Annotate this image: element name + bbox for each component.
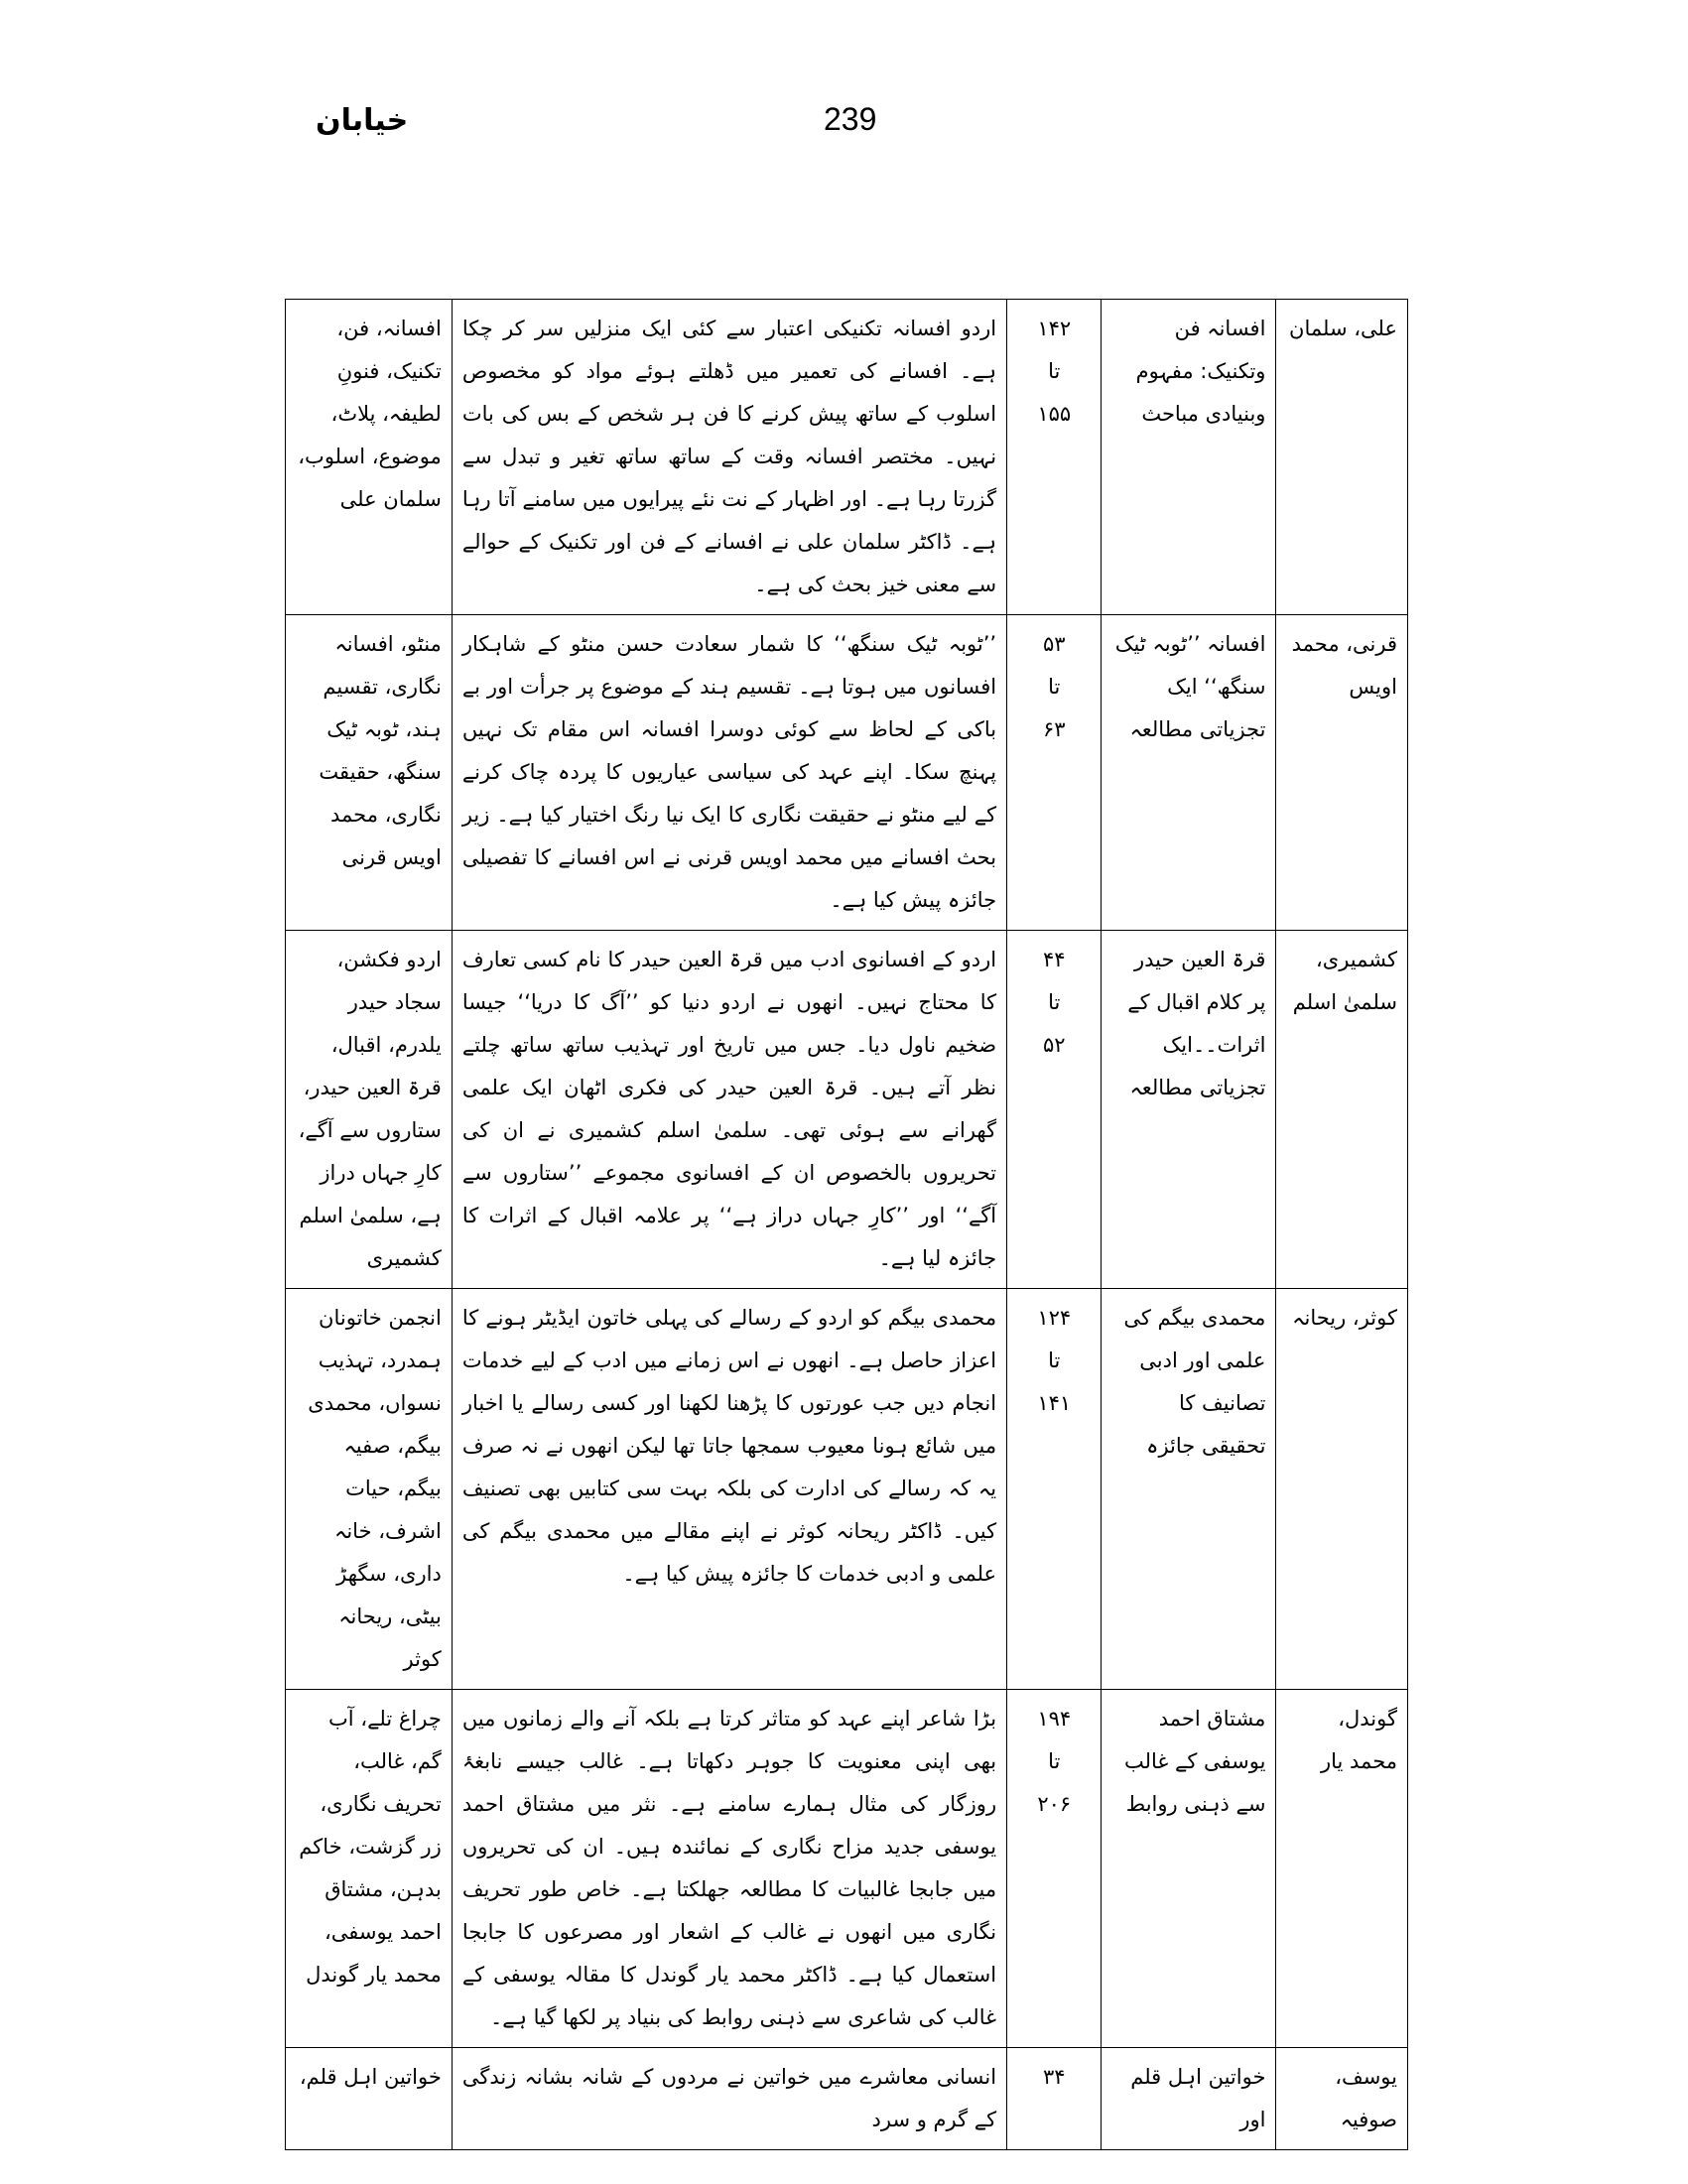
pages-cell (1007, 931, 1102, 1289)
keywords-cell: افسانہ، فن، تکنیک، فنونِ لطیفہ، پلاٹ، موضوع، اسلوب، سلمان علی (286, 300, 453, 615)
author-cell: علی، سلمان (1276, 300, 1408, 615)
pages-cell (1007, 615, 1102, 931)
page-to: ۱۵۵ (1037, 402, 1072, 426)
title-cell: خواتین اہل قلم اور (1102, 2048, 1276, 2150)
table-row (286, 1289, 1408, 1690)
title-cell: محمدی بیگم کی علمی اور ادبی تصانیف کا تحقیقی جائزہ (1102, 1289, 1276, 1690)
table-row (286, 2048, 1408, 2150)
page-to: ۱۴۱ (1037, 1391, 1072, 1415)
page-from: ۱۲۴ (1037, 1306, 1072, 1330)
abstract-cell: محمدی بیگم کو اردو کے رسالے کی پہلی خاتون ایڈیٹر ہونے کا اعزاز حاصل ہے۔ انھوں نے اس زمانے میں ادب کے لیے خدمات انجام دیں جب عورتوں کا پڑھنا لکھنا اور کسی رسالے یا اخبار میں شائع ہونا معیوب سمجھا جاتا تھا لیکن انھوں نے نہ صرف یہ کہ رسالے کی ادارت کی بلکہ بہت سی کتابیں بھی تصنیف کیں۔ ڈاکٹر ریحانہ کوثر نے اپنے مقالے میں محمدی بیگم کی علمی و ادبی خدمات کا جائزہ پیش کیا ہے۔ (452, 1289, 1006, 1690)
page-separator: تا (1048, 1749, 1061, 1773)
page-from: ۳۴ (1042, 2065, 1066, 2089)
keywords-cell: چراغ تلے، آب گم، غالب، تحریف نگاری، زر گزشت، خاکم بدہن، مشتاق احمد یوسفی، محمد یار گوندل (286, 1690, 453, 2048)
author-cell: قرنی، محمد اویس (1276, 615, 1408, 931)
pages-cell (1007, 300, 1102, 615)
pages-cell (1007, 1690, 1102, 2048)
title-cell: قرۃ العین حیدر پر کلام اقبال کے اثرات۔۔ایک تجزیاتی مطالعہ (1102, 931, 1276, 1289)
author-cell: کوثر، ریحانہ (1276, 1289, 1408, 1690)
abstract-cell: اردو کے افسانوی ادب میں قرۃ العین حیدر کا نام کسی تعارف کا محتاج نہیں۔ انھوں نے اردو دنیا کو ’’آگ کا دریا‘‘ جیسا ضخیم ناول دیا۔ جس میں تاریخ اور تہذیب ساتھ ساتھ چلتے نظر آتے ہیں۔ قرۃ العین حیدر کی فکری اٹھان ایک علمی گھرانے سے ہوئی تھی۔ سلمیٰ اسلم کشمیری نے ان کی تحریروں بالخصوص ان کے افسانوی مجموعے ’’ستاروں سے آگے‘‘ اور ’’کارِ جہاں دراز ہے‘‘ پر علامہ اقبال کے اثرات کا جائزہ لیا ہے۔ (452, 931, 1006, 1289)
page-from: ۱۹۴ (1037, 1707, 1072, 1731)
title-cell: افسانہ ’’ٹوبہ ٹیک سنگھ‘‘ ایک تجزیاتی مطالعہ (1102, 615, 1276, 931)
page-number: 239 (824, 101, 877, 137)
abstract-cell: ’’ٹوبہ ٹیک سنگھ‘‘ کا شمار سعادت حسن منٹو کے شاہکار افسانوں میں ہوتا ہے۔ تقسیم ہند کے موضوع پر جرأت اور بے باکی کے لحاظ سے کوئی دوسرا افسانہ اس مقام تک نہیں پہنچ سکا۔ اپنے عہد کی سیاسی عیاریوں کا پردہ چاک کرنے کے لیے منٹو نے حقیقت نگاری کا ایک نیا رنگ اختیار کیا ہے۔ زیر بحث افسانے میں محمد اویس قرنی نے اس افسانے کا تفصیلی جائزہ پیش کیا ہے۔ (452, 615, 1006, 931)
abstract-cell: انسانی معاشرے میں خواتین نے مردوں کے شانہ بشانہ زندگی کے گرم و سرد (452, 2048, 1006, 2150)
page-to: ۶۳ (1042, 717, 1066, 741)
page-separator: تا (1048, 1349, 1061, 1372)
table-row (286, 1690, 1408, 2048)
abstract-cell: بڑا شاعر اپنے عہد کو متاثر کرتا ہے بلکہ آنے والے زمانوں میں بھی اپنی معنویت کا جوہر دکھاتا ہے۔ غالب جیسے نابغۂ روزگار کی مثال ہمارے سامنے ہے۔ نثر میں مشتاق احمد یوسفی جدید مزاح نگاری کے نمائندہ ہیں۔ ان کی تحریروں میں جابجا غالبیات کا مطالعہ جھلکتا ہے۔ خاص طور تحریف نگاری میں انھوں نے غالب کے اشعار اور مصرعوں کا جابجا استعمال کیا ہے۔ ڈاکٹر محمد یار گوندل کا مقالہ یوسفی کے غالب کی شاعری سے ذہنی روابط کی بنیاد پر لکھا گیا ہے۔ (452, 1690, 1006, 2048)
pages-cell (1007, 1289, 1102, 1690)
keywords-cell: خواتین اہل قلم، (286, 2048, 453, 2150)
author-cell: گوندل، محمد یار (1276, 1690, 1408, 2048)
table-row (286, 300, 1408, 615)
page-separator: تا (1048, 359, 1061, 383)
page-separator: تا (1048, 675, 1061, 699)
journal-title: خیابان (316, 103, 409, 138)
keywords-cell: انجمن خاتونان ہمدرد، تہذیب نسواں، محمدی بیگم، صفیہ بیگم، حیات اشرف، خانہ داری، سگھڑ بیٹی، ریحانہ کوثر (286, 1289, 453, 1690)
page-from: ۴۴ (1042, 948, 1066, 971)
table-row (286, 931, 1408, 1289)
abstract-cell: اردو افسانہ تکنیکی اعتبار سے کئی ایک منزلیں سر کر چکا ہے۔ افسانے کی تعمیر میں ڈھلتے ہوئے مواد کو مخصوص اسلوب کے ساتھ پیش کرنے کا فن ہر شخص کے بس کی بات نہیں۔ مختصر افسانہ وقت کے ساتھ ساتھ تغیر و تبدل سے گزرتا رہا ہے۔ اور اظہار کے نت نئے پیرایوں میں سامنے آتا رہا ہے۔ ڈاکٹر سلمان علی نے افسانے کے فن اور تکنیک کے حوالے سے معنی خیز بحث کی ہے۔ (452, 300, 1006, 615)
bibliography-table (285, 299, 1408, 2150)
author-cell: کشمیری، سلمیٰ اسلم (1276, 931, 1408, 1289)
keywords-cell: اردو فکشن، سجاد حیدر یلدرم، اقبال، قرۃ العین حیدر، ستاروں سے آگے، کارِ جہاں دراز ہے، سلمیٰ اسلم کشمیری (286, 931, 453, 1289)
page-to: ۲۰۶ (1037, 1792, 1072, 1816)
page-from: ۱۴۲ (1037, 317, 1072, 340)
page-separator: تا (1048, 990, 1061, 1014)
page-to: ۵۲ (1042, 1033, 1066, 1057)
table-row (286, 615, 1408, 931)
title-cell: مشتاق احمد یوسفی کے غالب سے ذہنی روابط (1102, 1690, 1276, 2048)
title-cell: افسانہ فن وتکنیک: مفہوم وبنیادی مباحث (1102, 300, 1276, 615)
author-cell: یوسف، صوفیہ (1276, 2048, 1408, 2150)
page-from: ۵۳ (1042, 632, 1066, 656)
pages-cell (1007, 2048, 1102, 2150)
keywords-cell: منٹو، افسانہ نگاری، تقسیم ہند، ٹوبہ ٹیک سنگھ، حقیقت نگاری، محمد اویس قرنی (286, 615, 453, 931)
